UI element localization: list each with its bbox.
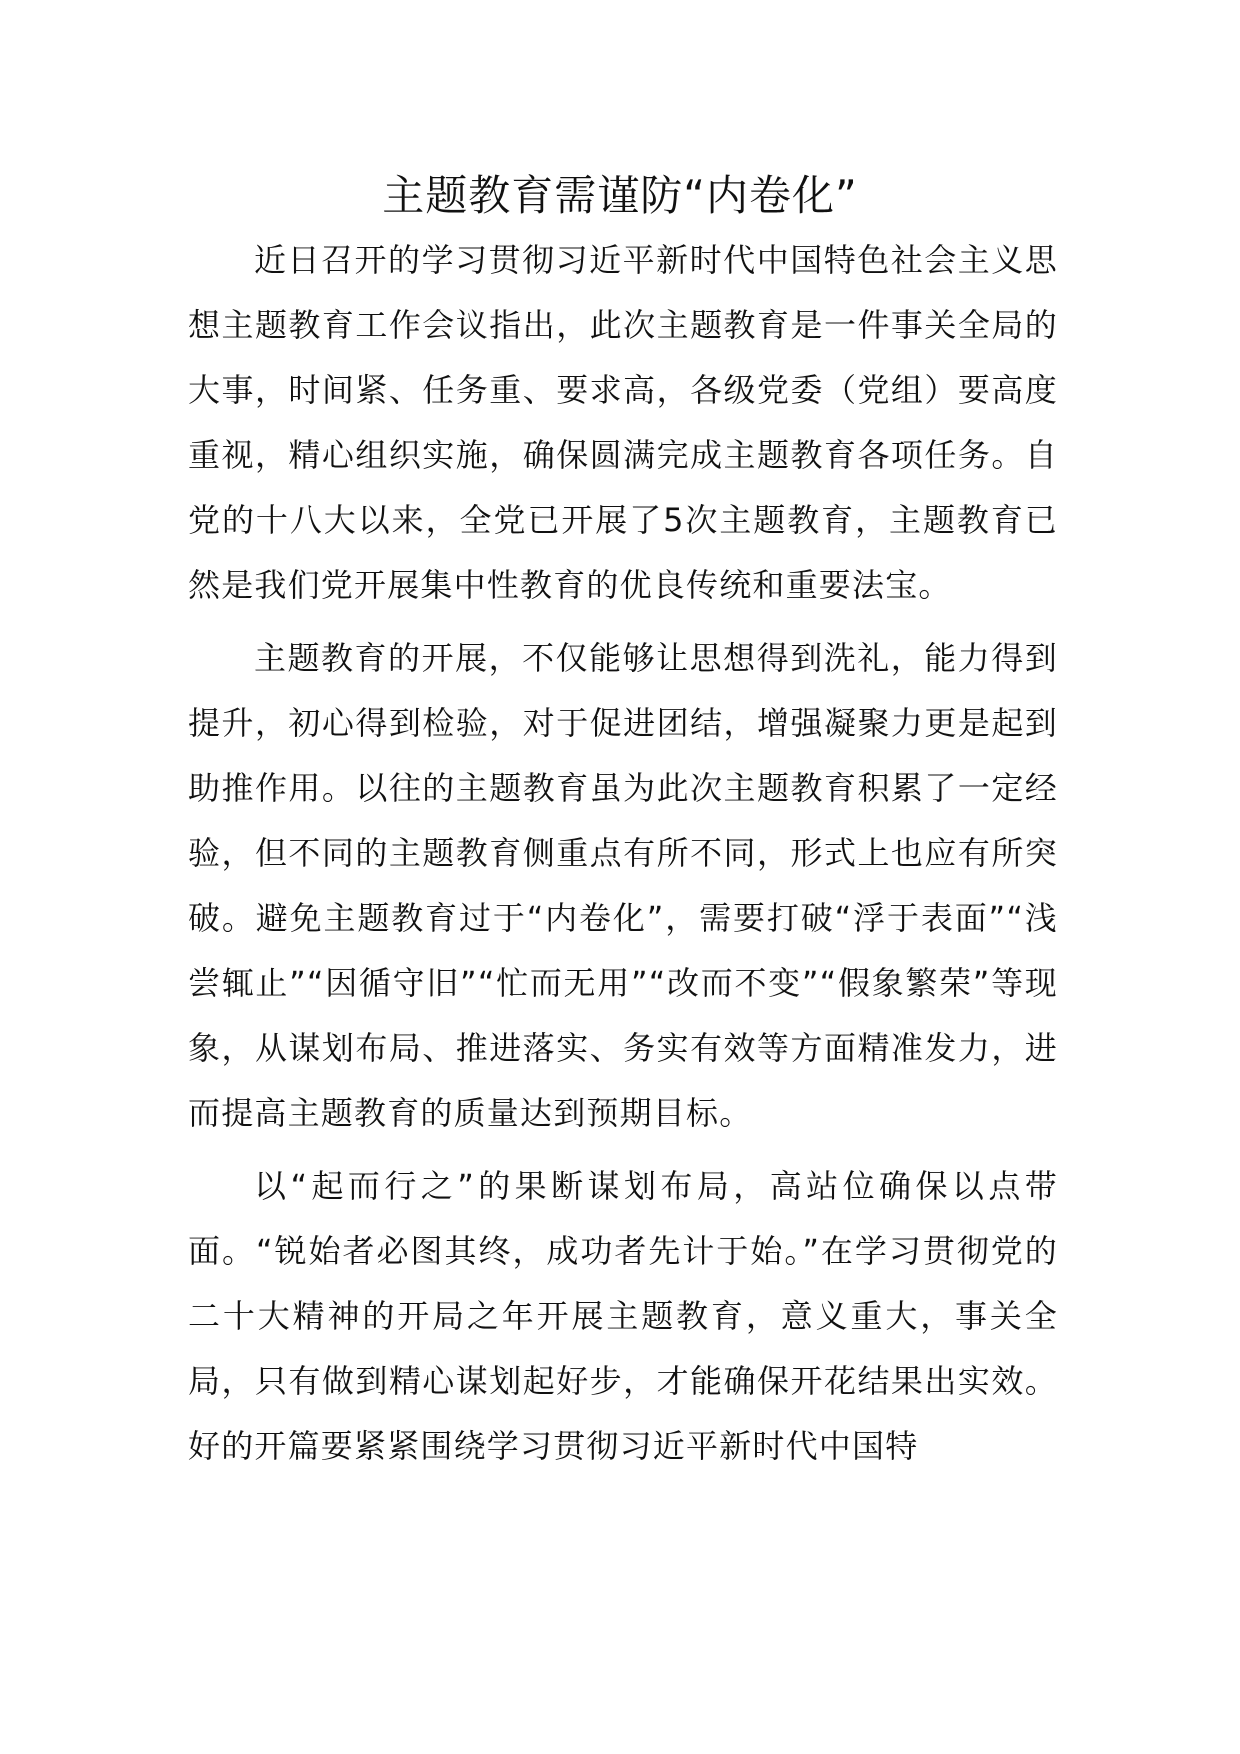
document-body (188, 228, 1058, 1487)
paragraph-2: 主题教育的开展，不仅能够让思想得到洗礼，能力得到提升，初心得到检验，对于促进团结，增强凝聚力更是起到助推作用。以往的主题教育虽为此次主题教育积累了一定经验，但不同的主题教育侧重点有所不同，形式上也应有所突破。避免主题教育过于“内卷化”，需要打破“浮于表面”“浅尝辄止”“因循守旧”“忙而无用”“改而不变”“假象繁荣”等现象，从谋划布局、推进落实、务实有效等方面精准发力，进而提高主题教育的质量达到预期目标。 (188, 639, 1058, 1132)
paragraph-1: 近日召开的学习贯彻习近平新时代中国特色社会主义思想主题教育工作会议指出，此次主题教育是一件事关全局的大事，时间紧、任务重、要求高，各级党委（党组）要高度重视，精心组织实施，确保圆满完成主题教育各项任务。自党的十八大以来，全党已开展了5次主题教育，主题教育已然是我们党开展集中性教育的优良传统和重要法宝。 (188, 241, 1058, 604)
document-title: 主题教育需谨防“内卷化” (382, 171, 858, 220)
paragraph-3: 以“起而行之”的果断谋划布局，高站位确保以点带面。“锐始者必图其终，成功者先计于始。”在学习贯彻党的二十大精神的开局之年开展主题教育，意义重大，事关全局，只有做到精心谋划起好步，才能确保开花结果出实效。好的开篇要紧紧围绕学习贯彻习近平新时代中国特 (188, 1167, 1058, 1465)
